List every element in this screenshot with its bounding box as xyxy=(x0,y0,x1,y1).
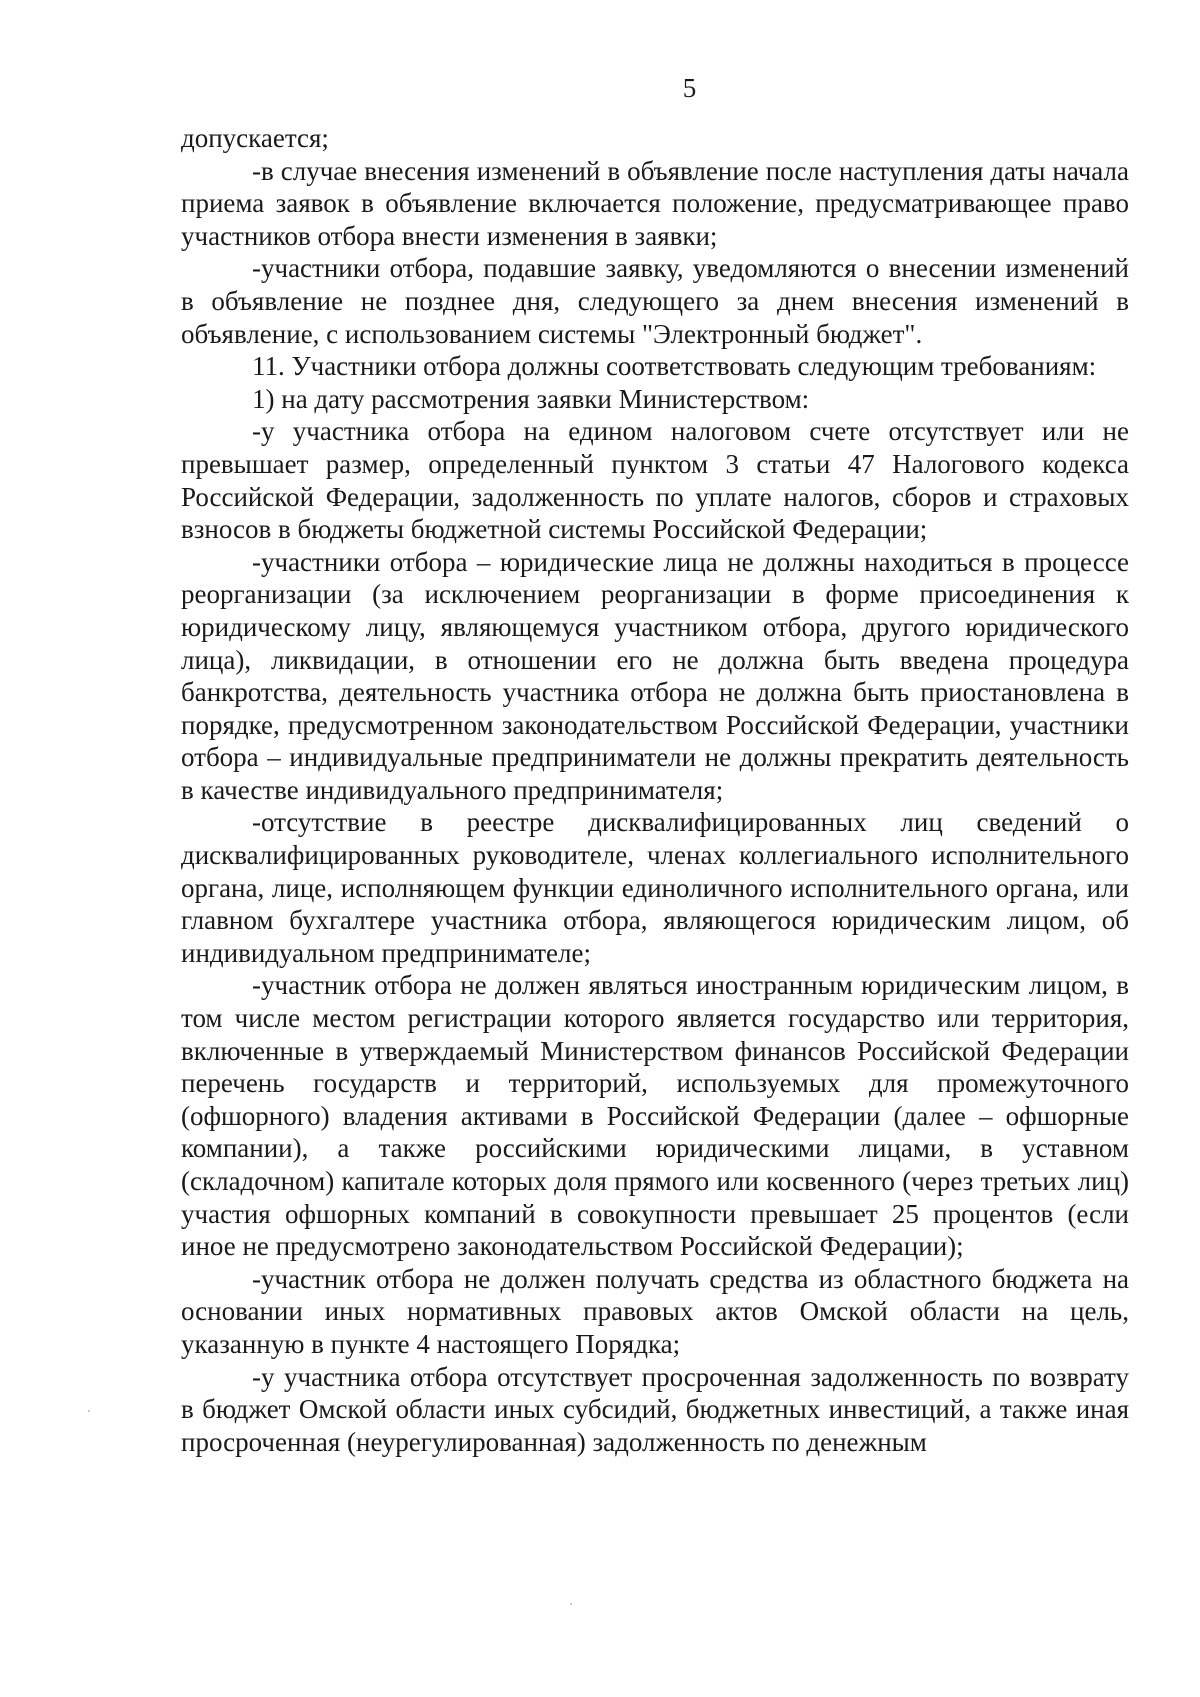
scan-artifact xyxy=(88,1410,90,1412)
paragraph-list-item: -у участника отбора на едином налоговом счете отсутствует или не превышает размер, определенный пунктом 3 статьи 47 Налогового кодекса Российской Федерации, задолженность по уплате налогов, сборов и страховых взносов в бюджеты бюджетной системы Российской Федерации; xyxy=(181,416,1129,545)
document-body xyxy=(181,122,1129,1458)
paragraph-section-11: 11. Участники отбора должны соответствовать следующим требованиям: xyxy=(252,351,1097,382)
page-number: 5 xyxy=(682,73,697,103)
paragraph-subsection-1: 1) на дату рассмотрения заявки Министерством: xyxy=(252,383,810,414)
paragraph-list-item: -отсутствие в реестре дисквалифицированных лиц сведений о дисквалифицированных руководителе, членах коллегиального исполнительного органа, лице, исполняющем функции единоличного исполнительного органа, или главном бухгалтере участника отбора, являющегося юридическим лицом, об индивидуальном предпринимателе; xyxy=(181,807,1129,968)
paragraph-list-item: -участник отбора не должен являться иностранным юридическим лицом, в том числе местом регистрации которого является государство или территория, включенные в утверждаемый Министерством финансов Российской Федерации перечень государств и территорий, используемых для промежуточного (офшорного) владения активами в Российской Федерации (далее – офшорные компании), а также российскими юридическими лицами, в уставном (складочном) капитале которых доля прямого или косвенного (через третьих лиц) участия офшорных компаний в совокупности превышает 25 процентов (если иное не предусмотрено законодательством Российской Федерации); xyxy=(181,970,1129,1262)
paragraph-list-item: -у участника отбора отсутствует просроченная задолженность по возврату в бюджет Омской области иных субсидий, бюджетных инвестиций, а также иная просроченная (неурегулированная) задолженность по денежным xyxy=(181,1361,1129,1457)
paragraph-list-item: -участник отбора не должен получать средства из областного бюджета на основании иных нормативных правовых актов Омской области на цель, указанную в пункте 4 настоящего Порядка; xyxy=(181,1263,1129,1359)
paragraph-list-item: -участники отбора, подавшие заявку, уведомляются о внесении изменений в объявление не позднее дня, следующего за днем внесения изменений в объявление, с использованием системы "Электронный бюджет". xyxy=(181,253,1129,349)
paragraph-continuation: допускается; xyxy=(181,123,329,153)
paragraph-list-item: -в случае внесения изменений в объявление после наступления даты начала приема заявок в объявление включается положение, предусматривающее право участников отбора внести изменения в заявки; xyxy=(181,155,1129,251)
scan-artifact xyxy=(570,1603,572,1605)
paragraph-list-item: -участники отбора – юридические лица не должны находиться в процессе реорганизации (за исключением реорганизации в форме присоединения к юридическому лицу, являющемуся участником отбора, другого юридического лица), ликвидации, в отношении его не должна быть введена процедура банкротства, деятельность участника отбора не должна быть приостановлена в порядке, предусмотренном законодательством Российской Федерации, участники отбора – индивидуальные предприниматели не должны прекратить деятельность в качестве индивидуального предпринимателя; xyxy=(181,546,1129,805)
